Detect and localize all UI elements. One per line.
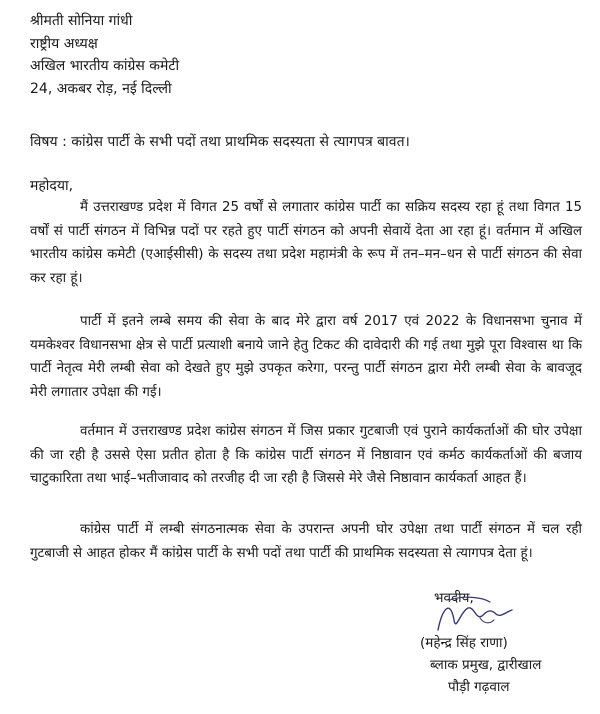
recipient-designation: राष्ट्रीय अध्यक्ष bbox=[30, 35, 98, 52]
body-paragraph-1: मैं उत्तराखण्ड प्रदेश में विगत 25 वर्षों से लगातार कांग्रेस पार्टी का सक्रिय सदस्य रहा हूं तथा विगत 15 वर्षों सं पार्टी संगठन में विभिन्न पदों पर रहते हुए पार्टी संगठन को अपनी सेवायें देता आ रहा हूं। वर्तमान में अखिल भारतीय कांग्रेस कमेटी (एआईसीसी) के सदस्य तथा प्रदेश महामंत्री के रूप में तन–मन–धन से पार्टी संगठन की सेवा कर रहा हूं। bbox=[30, 200, 582, 286]
signer-place: पौड़ी गढ़वाल bbox=[448, 679, 510, 695]
recipient-name: श्रीमती सोनिया गांधी bbox=[30, 13, 133, 29]
closing-text: भवदीय, bbox=[434, 590, 474, 606]
subject-line: विषय : कांग्रेस पार्टी के सभी पदों तथा प्राथमिक सदस्यता से त्यागपत्र बावत। bbox=[30, 134, 410, 150]
body-paragraph-3: वर्तमान में उत्तराखण्ड प्रदेश कांग्रेस संगठन में जिस प्रकार गुटबाजी एवं पुराने कार्यकर्ताओं की घोर उपेक्षा की जा रही है उससे ऐसा प्रतीत होता है कि कांग्रेस पार्टी संगठन में निष्ठावान एवं कर्मठ कार्यकर्ताओं की बजाय चाटुकारिता तथा भाई–भतीजावाद को तरजीह दी जा रही है जिससे मेरे जैसे निष्ठावान कार्यकर्ता आहत हैं। bbox=[30, 424, 582, 487]
signer-block bbox=[420, 632, 541, 698]
signer-name: (महेन्द्र सिंह राणा) bbox=[420, 635, 508, 651]
salutation: महोदया, bbox=[30, 178, 74, 194]
recipient-organization: अखिल भारतीय कांग्रेस कमेटी bbox=[30, 58, 180, 74]
recipient-address: 24, अकबर रोड़, नई दिल्ली bbox=[30, 80, 172, 97]
recipient-address-block bbox=[30, 10, 179, 100]
body-paragraph-4: कांग्रेस पार्टी में लम्बी संगठनात्मक सेवा के उपरान्त अपनी घोर उपेक्षा तथा पार्टी संगठन में चल रही गुटबाजी से आहत होकर मैं कांग्रेस पार्टी के सभी पदों तथा पार्टी की प्राथमिक सदस्यता से त्यागपत्र देता हूं। bbox=[30, 522, 582, 561]
signer-title: ब्लाक प्रमुख, द्वारीखाल bbox=[430, 657, 542, 673]
body-paragraph-2: पार्टी में इतने लम्बे समय की सेवा के बाद मेरे द्वारा वर्ष 2017 एवं 2022 के विधानसभा चुनाव में यमकेश्वर विधानसभा क्षेत्र से पार्टी प्रत्याशी बनाये जाने हेतु टिकट की दावेदारी की गई तथा मुझे पूरा विश्वास था कि पार्टी नेतृत्व मेरी लम्बी सेवा को देखते हुए मुझे उपकृत करेगा, परन्तु पार्टी संगठन द्वारा मेरी लम्बी सेवा के बावजूद मेरी लगातार उपेक्षा की गई। bbox=[30, 314, 582, 400]
